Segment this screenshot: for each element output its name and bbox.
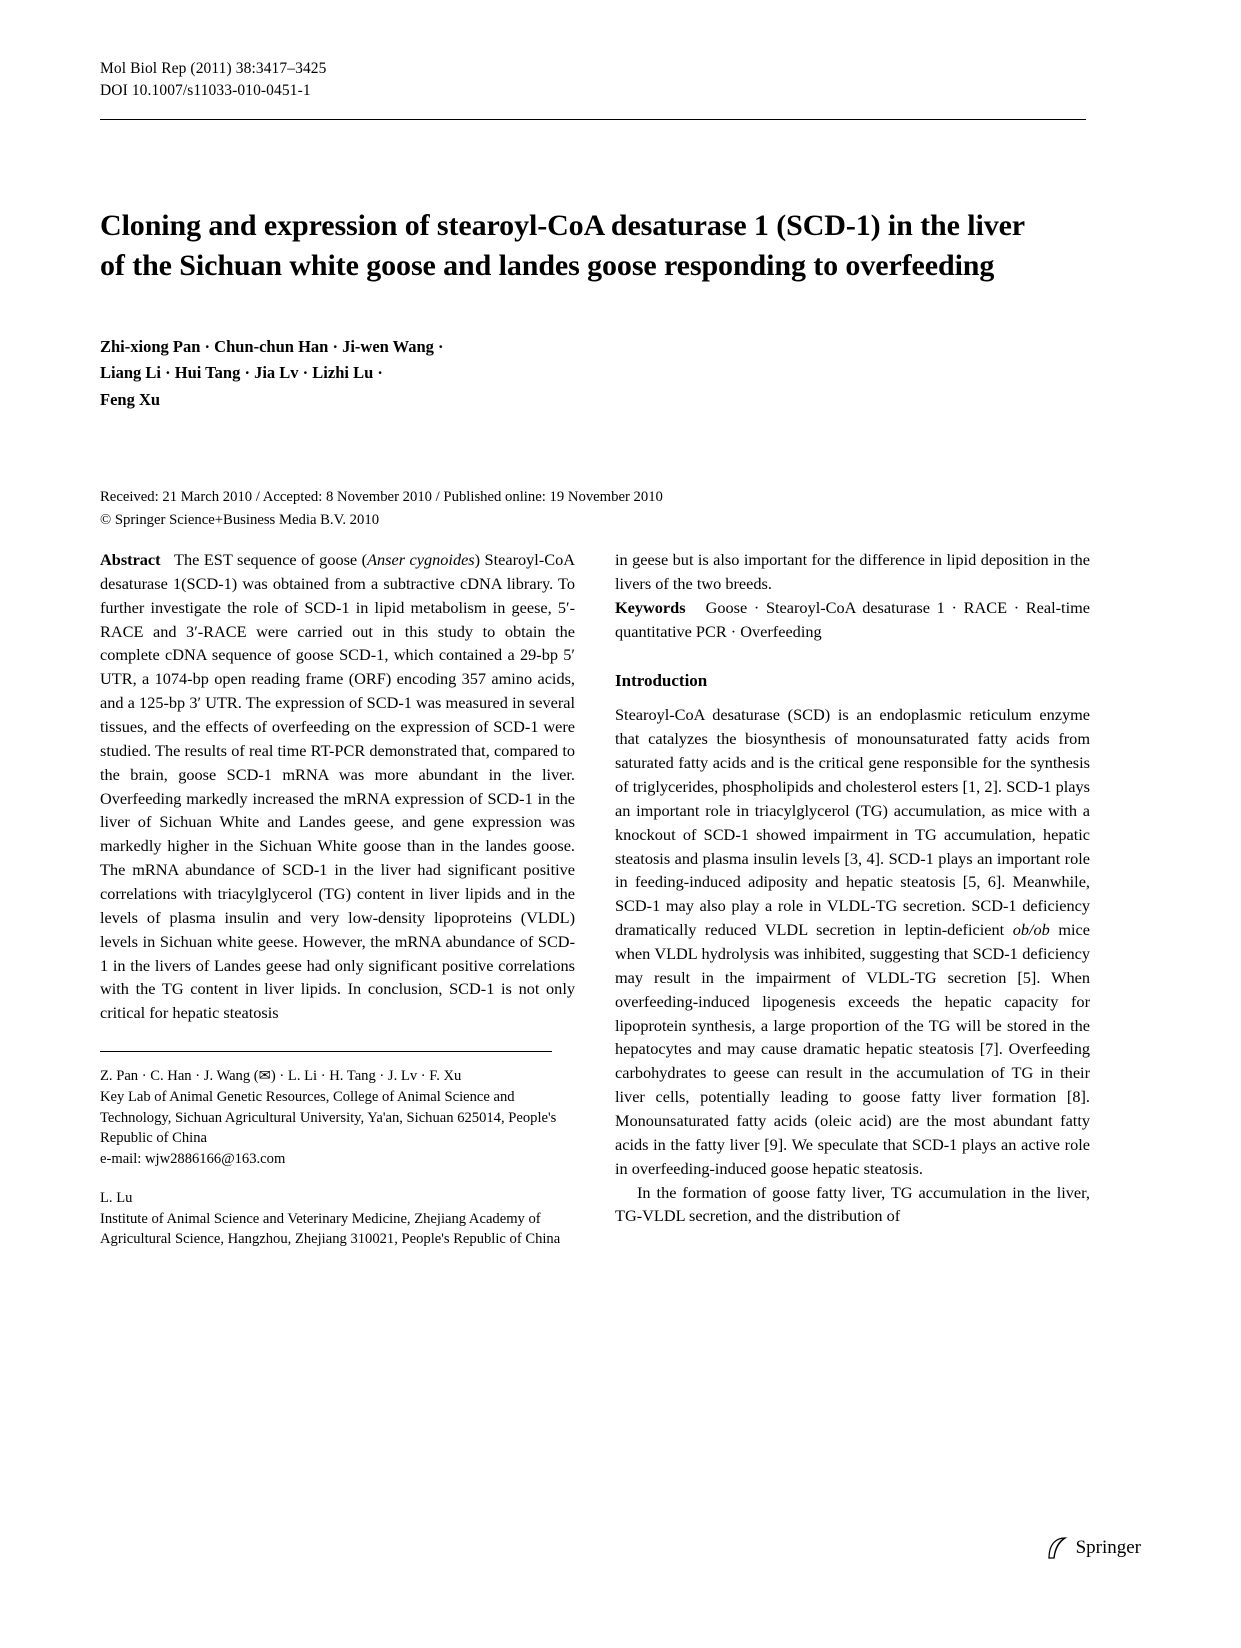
keywords-text: Goose · Stearoyl-CoA desaturase 1 · RACE · Real-time quantitative PCR · Overfeeding	[615, 597, 1090, 641]
left-column	[100, 548, 575, 1250]
header-divider	[100, 119, 1086, 120]
species-name: Anser cygnoides	[367, 550, 475, 569]
author-line-1: Zhi-xiong Pan · Chun-chun Han · Ji-wen Wang ·	[100, 336, 444, 356]
publisher-logo	[1046, 1536, 1141, 1560]
right-column	[615, 548, 1090, 1250]
received-accepted-line: Received: 21 March 2010 / Accepted: 8 November 2010 / Published online: 19 November 2010	[100, 488, 663, 505]
publisher-name: Springer	[1075, 1537, 1141, 1558]
affiliation-1-authors: Z. Pan · C. Han · J. Wang (✉) · L. Li · H. Tang · J. Lv · F. Xu	[100, 1068, 462, 1085]
copyright-line: © Springer Science+Business Media B.V. 2010	[100, 511, 380, 528]
keywords-heading: Keywords	[615, 597, 686, 617]
author-line-2: Liang Li · Hui Tang · Jia Lv · Lizhi Lu ·	[100, 363, 383, 383]
keywords-paragraph	[615, 596, 1090, 644]
obob-italic: ob/ob	[1012, 920, 1050, 940]
affiliation-1-address: Key Lab of Animal Genetic Resources, College of Animal Science and Technology, Sichuan Agricultural University, Ya'an, Sichuan 625014, People's Republic of China	[100, 1088, 557, 1147]
page-title: Cloning and expression of stearoyl-CoA desaturase 1 (SCD-1) in the liver of the Sichuan white goose and landes goose responding to overfeeding	[100, 208, 1025, 282]
abstract-text-part1: The EST sequence of goose (	[174, 550, 368, 569]
abstract-heading: Abstract	[100, 550, 161, 569]
author-list	[100, 334, 1100, 414]
abstract-text-part2: ) Stearoyl-CoA desaturase 1(SCD-1) was obtained from a subtractive cDNA library. To further investigate the role of SCD-1 in lipid metabolism in geese, 5′-RACE and 3′-RACE were carried out in this study to obtain the complete cDNA sequence of goose SCD-1, which contained a 29-bp 5′ UTR, a 1074-bp open reading frame (ORF) encoding 357 amino acids, and a 125-bp 3′ UTR. The expression of SCD-1 was measured in several tissues, and the effects of overfeeding on the expression of SCD-1 were studied. The results of real time RT-PCR demonstrated that, compared to the brain, goose SCD-1 mRNA was more abundant in the liver. Overfeeding markedly increased the mRNA expression of SCD-1 in the liver of Sichuan White and Landes geese, and gene expression was markedly higher in the Sichuan White goose than in the landes goose. The mRNA abundance of SCD-1 in the liver had significant positive correlations with triacylglycerol (TG) content in liver lipids and in the levels of plasma insulin and very low-density lipoproteins (VLDL) levels in Sichuan white geese. However, the mRNA abundance of SCD-1 in the livers of Landes geese had only significant positive correlations with the TG content in liver lipids. In conclusion, SCD-1 is not only critical for hepatic steatosis	[100, 550, 575, 1023]
abstract-paragraph	[100, 548, 575, 1025]
affiliation-1-email[interactable]: e-mail: wjw2886166@163.com	[100, 1151, 286, 1168]
affiliation-2-author: L. Lu	[100, 1189, 133, 1206]
body-columns	[100, 548, 1090, 1250]
affiliation-block-2	[100, 1188, 575, 1250]
footnote-divider	[100, 1051, 552, 1052]
introduction-paragraph-1	[615, 703, 1090, 1180]
section-heading-introduction: Introduction	[615, 671, 708, 691]
abstract-continuation: in geese but is also important for the difference in lipid deposition in the livers of the two breeds.	[615, 550, 1090, 593]
introduction-paragraph-2: In the formation of goose fatty liver, TG accumulation in the liver, TG-VLDL secretion, and the distribution of	[615, 1182, 1090, 1226]
page-header	[100, 58, 1100, 531]
journal-reference: Mol Biol Rep (2011) 38:3417–3425	[100, 60, 327, 77]
intro-p1-part1: Stearoyl-CoA desaturase (SCD) is an endoplasmic reticulum enzyme that catalyzes the biosynthesis of monounsaturated fatty acids from saturated fatty acids and is the critical gene responsible for the synthesis of triglycerides, phospholipids and cholesterol esters [1, 2]. SCD-1 plays an important role in triacylglycerol (TG) accumulation, as mice with a knockout of SCD-1 showed impairment in TG accumulation, hepatic steatosis and plasma insulin levels [3, 4]. SCD-1 plays an important role in feeding-induced adiposity and hepatic steatosis [5, 6]. Meanwhile, SCD-1 may also play a role in VLDL-TG secretion. SCD-1 deficiency dramatically reduced VLDL secretion in leptin-deficient	[615, 705, 1090, 940]
doi-line: DOI 10.1007/s11033-010-0451-1	[100, 82, 311, 100]
springer-mark-icon	[1046, 1536, 1068, 1560]
author-line-3: Feng Xu	[100, 390, 161, 410]
publication-dates	[100, 486, 1100, 532]
affiliation-block-1	[100, 1066, 575, 1170]
affiliation-2-address: Institute of Animal Science and Veterinary Medicine, Zhejiang Academy of Agricultural Science, Hangzhou, Zhejiang 310021, People's Republic of China	[100, 1210, 561, 1248]
intro-p1-part2: mice when VLDL hydrolysis was inhibited, suggesting that SCD-1 deficiency may result in the impairment of VLDL-TG secretion [5]. When overfeeding-induced lipogenesis exceeds the hepatic capacity for lipoprotein synthesis, a large proportion of the TG will be stored in the hepatocytes and may cause dramatic hepatic steatosis [7]. Overfeeding carbohydrates to geese can result in the accumulation of TG in their liver cells, potentially leading to goose fatty liver formation [8]. Monounsaturated fatty acids (oleic acid) are the most abundant fatty acids in the fatty liver [9]. We speculate that SCD-1 plays an active role in overfeeding-induced goose hepatic steatosis.	[615, 920, 1090, 1178]
